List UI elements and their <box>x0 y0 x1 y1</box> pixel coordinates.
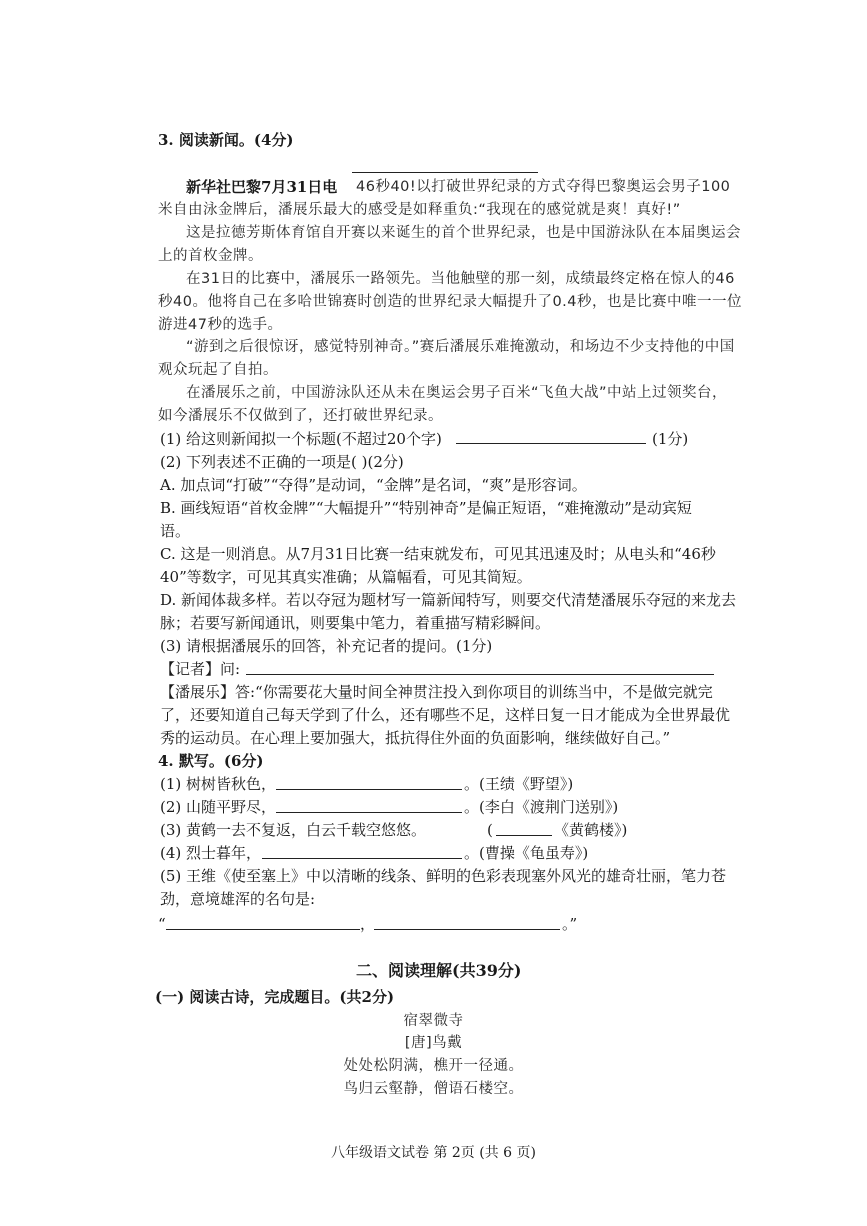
q4-heading: 4. 默写。(6分) <box>158 752 264 770</box>
option-d: D. 新闻体裁多样。若以夺冠为题材写一篇新闻特写，则要交代清楚潘展乐夺冠的来龙去 <box>160 591 737 609</box>
recite-blank-4[interactable] <box>262 858 462 859</box>
q3-sub3: (3) 请根据潘展乐的回答，补充记者的提问。(1分) <box>160 637 493 655</box>
news-lead: 新华社巴黎7月31日电 <box>186 178 338 196</box>
reporter-label: 【记者】问: <box>160 660 241 678</box>
open-quote: “ <box>158 915 166 933</box>
news-line: 在潘展乐之前，中国游泳队还从未在奥运会男子百米“飞鱼大战”中站上过领奖台， <box>186 385 728 401</box>
option-d-cont: 脉；若要写新闻通讯，则要集中笔力，着重描写精彩瞬间。 <box>160 614 551 632</box>
news-line: 游进47秒的选手。 <box>158 317 283 333</box>
poem-line: 鸟归云壑静，僧语石楼空。 <box>343 1081 524 1097</box>
recite-blank-3[interactable] <box>496 835 552 836</box>
recite-item-1: (1) 树树皆秋色， <box>160 775 277 793</box>
recite-item-2: (2) 山随平野尽， <box>160 798 277 816</box>
option-b: B. 画线短语“首枚金牌”“大幅提升”“特别神奇”是偏正短语，“难掩激动”是动宾短 <box>160 499 692 517</box>
q3-sub1-score: (1分) <box>652 430 689 448</box>
news-line: 上的首枚金牌。 <box>158 248 263 264</box>
recite-source-4: 。(曹操《龟虽寿》) <box>464 844 589 862</box>
pan-answer-cont: 秀的运动员。在心理上要加强大，抵抗得住外面的负面影响，继续做好自己。” <box>160 729 671 747</box>
poem-line: 处处松阴满，樵开一径通。 <box>343 1058 524 1074</box>
recite-source-1: 。(王绩《野望》) <box>464 775 574 793</box>
news-line: 秒40。他将自己在多哈世锦赛时创造的世界纪录大幅提升了0.4秒，也是比赛中唯一一位 <box>158 294 743 310</box>
title-answer-line[interactable] <box>456 443 646 444</box>
option-a: A. 加点词“打破”“夺得”是动词，“金牌”是名词，“爽”是形容词。 <box>160 476 587 494</box>
recite-blank-5b[interactable] <box>374 929 560 930</box>
recite-item-5-cont: 劲，意境雄浑的名句是: <box>160 890 316 908</box>
close-quote: 。” <box>562 915 578 933</box>
recite-source-3: 《黄鹤楼》) <box>554 821 628 839</box>
news-line: 46秒40!以打破世界纪录的方式夺得巴黎奥运会男子100 <box>356 179 731 195</box>
poem-author: [唐]鸟戴 <box>404 1035 463 1051</box>
news-line: 观众玩起了自拍。 <box>158 362 278 378</box>
news-line: 在31日的比赛中，潘展乐一路领先。当他触壁的那一刻，成绩最终定格在惊人的46 <box>186 271 735 287</box>
part-heading: (一) 阅读古诗，完成题目。(共2分) <box>155 988 395 1006</box>
recite-item-3: (3) 黄鹤一去不复返，白云千载空悠悠。 <box>160 821 427 839</box>
option-b-cont: 语。 <box>160 522 191 540</box>
section-title: 二、阅读理解(共39分) <box>356 961 522 980</box>
news-line: 米自由泳金牌后，潘展乐最大的感受是如释重负:“我现在的感觉就是爽！真好!” <box>158 202 681 218</box>
recite-blank-2[interactable] <box>276 812 462 813</box>
q3-heading: 3. 阅读新闻。(4分) <box>158 131 294 149</box>
page-footer: 八年级语文试卷 第 2页 (共 6 页) <box>331 1145 536 1161</box>
comma: ， <box>360 915 376 933</box>
recite-item-4: (4) 烈士暮年， <box>160 844 262 862</box>
option-c-cont: 40”等数字，可见其真实准确；从篇幅看，可见其简短。 <box>160 568 532 586</box>
q3-sub2: (2) 下列表述不正确的一项是( )(2分) <box>160 453 404 471</box>
poem-title: 宿翠微寺 <box>403 1013 464 1029</box>
q3-sub1: (1) 给这则新闻拟一个标题(不超过20个字) <box>160 430 442 448</box>
news-line: 这是拉德芳斯体育馆自开赛以来诞生的首个世界纪录，也是中国游泳队在本届奥运会 <box>186 225 741 241</box>
pan-answer: 【潘展乐】答:“你需要花大量时间全神贯注投入到你项目的训练当中，不是做完就完 <box>160 683 713 701</box>
reporter-answer-line[interactable] <box>246 674 714 675</box>
recite-blank-1[interactable] <box>276 789 462 790</box>
news-line: “游到之后很惊讶，感觉特别神奇。”赛后潘展乐难掩激动，和场边不少支持他的中国 <box>186 339 735 355</box>
pan-answer-cont: 了，还要知道自己每天学到了什么，还有哪些不足，这样日复一日才能成为全世界最优 <box>160 706 731 724</box>
news-line: 如今潘展乐不仅做到了，还打破世界纪录。 <box>158 408 443 424</box>
recite-blank-5a[interactable] <box>166 929 360 930</box>
recite-item-5: (5) 王维《使至塞上》中以清晰的线条、鲜明的色彩表现塞外风光的雄奇壮丽，笔力苍 <box>160 867 727 885</box>
recite-source-2: 。(李白《渡荆门送别》) <box>464 798 619 816</box>
handwritten-title-line <box>352 172 538 173</box>
open-paren: ( <box>487 821 493 839</box>
option-c: C. 这是一则消息。从7月31日比赛一结束就发布，可见其迅速及时；从电头和“46秒 <box>160 545 716 563</box>
